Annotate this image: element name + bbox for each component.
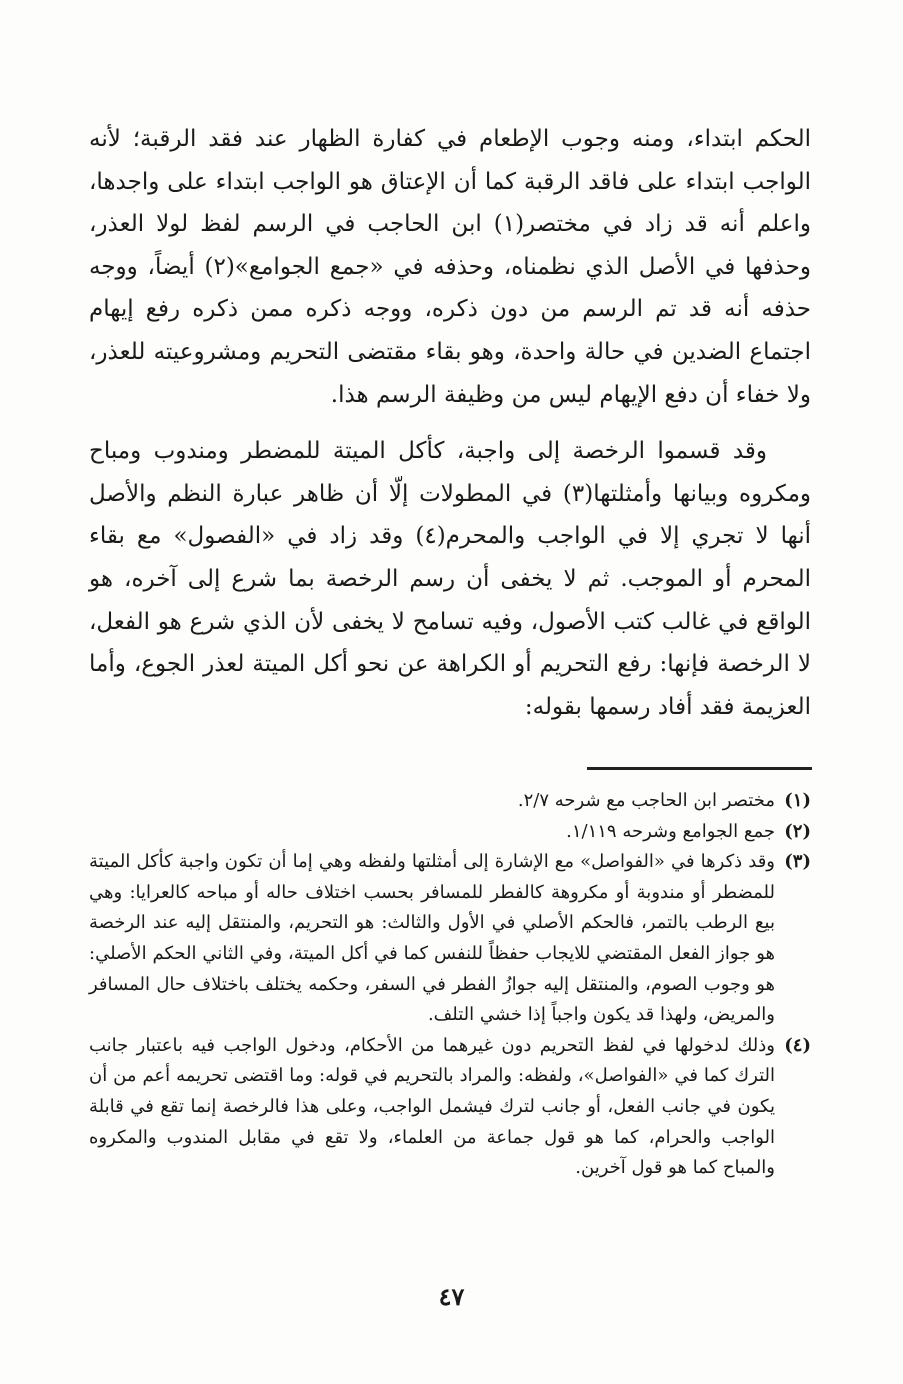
- footnotes: [89, 786, 811, 1184]
- footnote-1: [89, 786, 811, 817]
- page-number: ٤٧: [438, 1282, 465, 1311]
- footnote-number: (٣): [784, 851, 811, 873]
- footnote-text: وقد ذكرها في «الفواصل» مع الإشارة إلى أمثلتها ولفظه وهي إما أن تكون واجبة كأكل الميتة للمضطر أو مندوبة أو مكروهة كالفطر للمسافر بحسب اختلاف حاله أو مباحه كالعرايا: وهي بيع الرطب بالتمر، فالحكم الأصلي في الأول والثالث: هو التحريم، والمنتقل إليه عند الرخصة هو جواز الفعل المقتضي للايجاب حفظاً للنفس كما في أكل الميتة، وفي الثاني الحكم الأصلي: هو وجوب الصوم، والمنتقل إليه جوازُ الفطر في السفر، وحكمه يختلف باختلاف حال المسافر والمريض، ولهذا قد يكون واجباً إذا خشي التلف.: [89, 851, 775, 1026]
- footnote-text: مختصر ابن الحاجب مع شرحه ٢/٧.: [517, 790, 775, 811]
- footnote-number: (٢): [784, 820, 811, 842]
- footnote-2: [89, 817, 811, 848]
- footnote-number: (٤): [784, 1034, 811, 1056]
- footnote-number: (١): [784, 790, 811, 811]
- main-text: [89, 118, 811, 728]
- footnote-4: [89, 1031, 811, 1184]
- paragraph-1: الحكم ابتداء، ومنه وجوب الإطعام في كفارة الظهار عند فقد الرقبة؛ لأنه الواجب ابتداء على فاقد الرقبة كما أن الإعتاق هو الواجب ابتداء على واجدها، واعلم أنه قد زاد في مختصر(١) ابن الحاجب في الرسم لفظ لولا العذر، وحذفها في الأصل الذي نظمناه، وحذفه في «جمع الجوامع»(٢) أيضاً، ووجه حذفه أنه قد تم الرسم من دون ذكره، ووجه ذكره ممن ذكره رفع إيهام اجتماع الضدين في حالة واحدة، وهو بقاء مقتضى التحريم ومشروعيته للعذر، ولا خفاء أن دفع الإيهام ليس من وظيفة الرسم هذا.: [89, 126, 811, 408]
- footnote-text: وذلك لدخولها في لفظ التحريم دون غيرهما من الأحكام، ودخول الواجب فيه باعتبار جانب الترك كما في «الفواصل»، ولفظه: والمراد بالتحريم في قوله: وما اقتضى تحريمه أعم من أن يكون في جانب الفعل، أو جانب لترك فيشمل الواجب، وعلى هذا فالرخصة إنما تقع في قابلة الواجب والحرام، كما هو قول جماعة من العلماء، ولا تقع في مقابل المندوب والمكروه والمباح كما هو قول آخرين.: [89, 1034, 775, 1179]
- footnote-3: [89, 847, 811, 1031]
- footnote-separator: [587, 767, 812, 770]
- footnote-text: جمع الجوامع وشرحه ١/١١٩.: [566, 820, 775, 842]
- paragraph-2: وقد قسموا الرخصة إلى واجبة، كأكل الميتة للمضطر ومندوب ومباح ومكروه وبيانها وأمثلتها(٣) في المطولات إلّا أن ظاهر عبارة النظم والأصل أنها لا تجري إلا في الواجب والمحرم(٤) وقد زاد في «الفصول» مع بقاء المحرم أو الموجب. ثم لا يخفى أن رسم الرخصة بما شرع إلى آخره، هو الواقع في غالب كتب الأصول، وفيه تسامح لا يخفى لأن الذي شرع هو الفعل، لا الرخصة فإنها: رفع التحريم أو الكراهة عن نحو أكل الميتة لعذر الجوع، وأما العزيمة فقد أفاد رسمها بقوله:: [89, 438, 811, 720]
